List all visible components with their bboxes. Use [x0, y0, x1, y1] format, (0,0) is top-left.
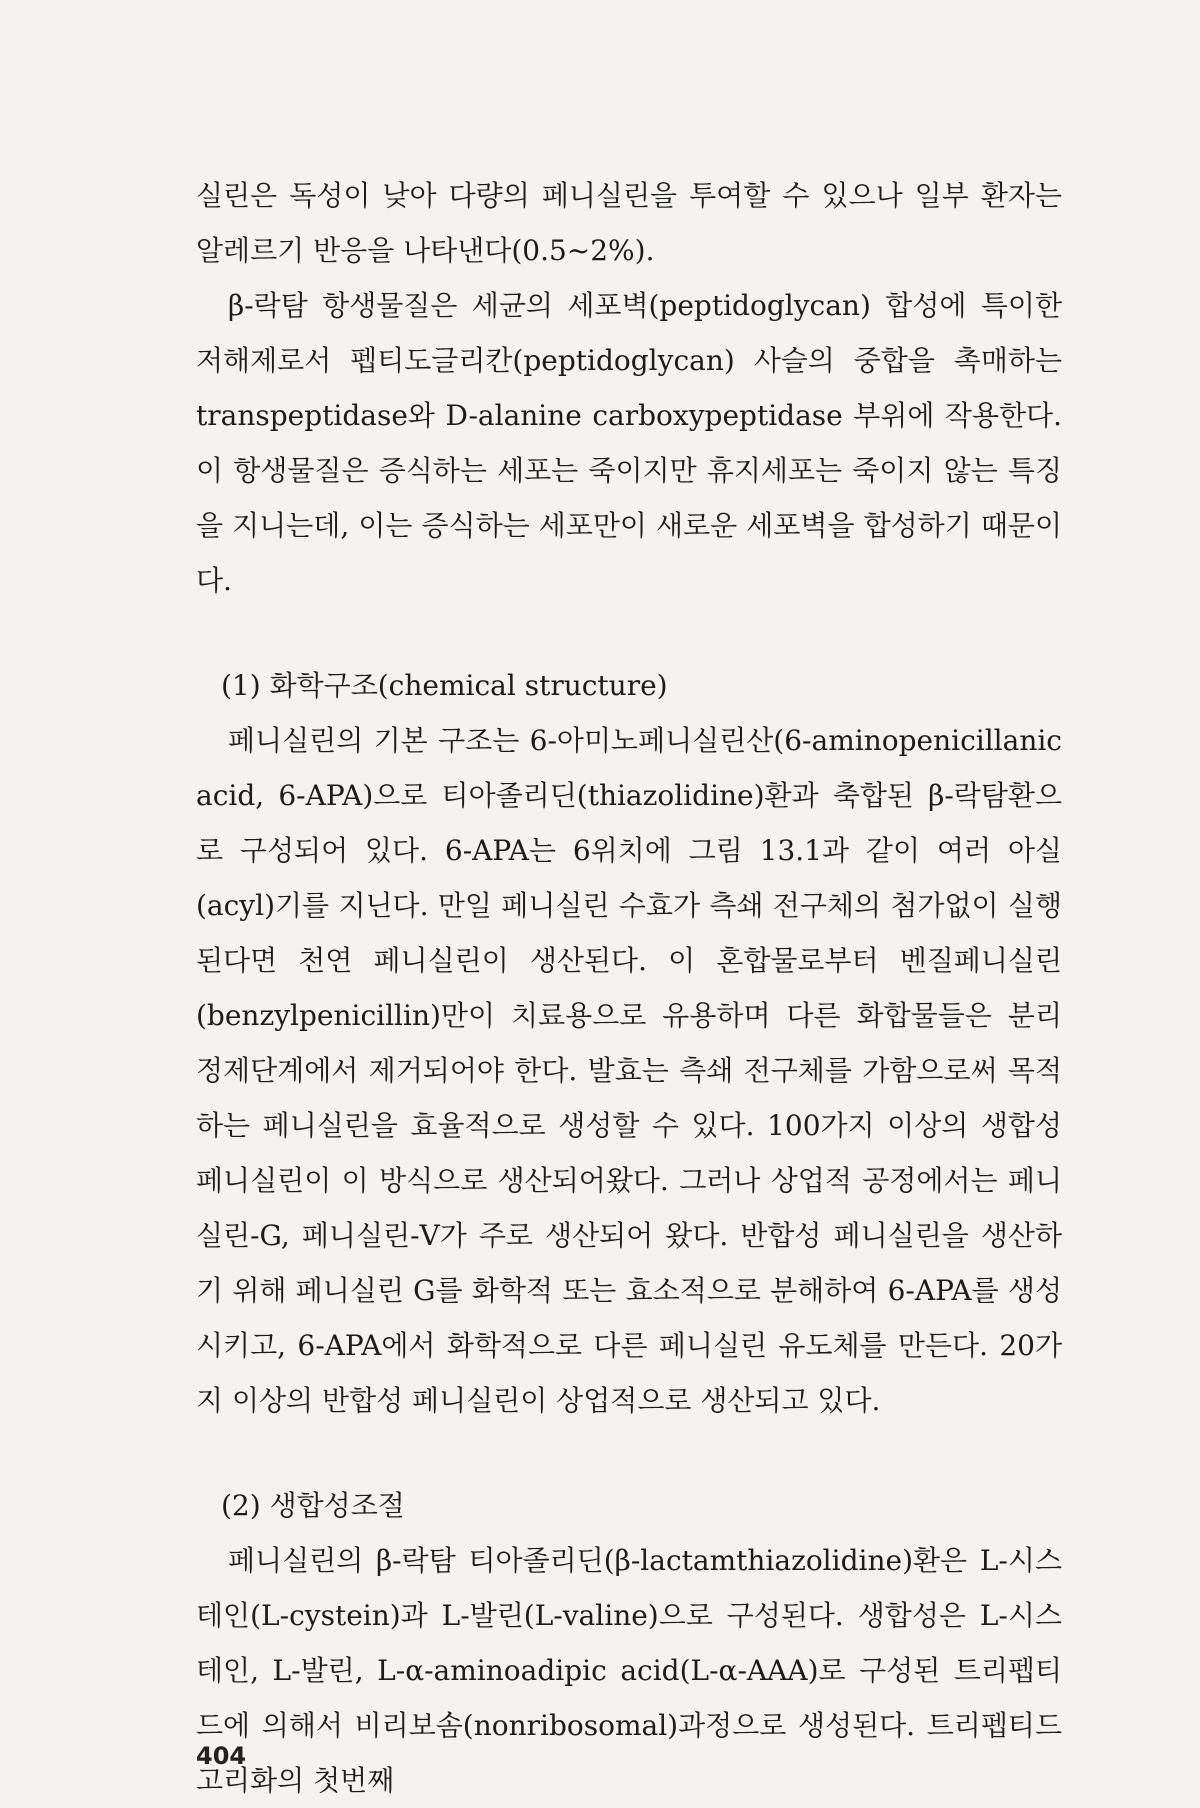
section-heading-chemical-structure: (1) 화학구조(chemical structure) [221, 669, 668, 702]
paragraph-beta-lactam-mechanism: β-락탐 항생물질은 세균의 세포벽(peptidoglycan) 합성에 특이한 저해제로서 펩티도글리칸(peptidoglycan) 사슬의 중합을 촉매하는 transpeptidase와 D-alanine carboxypeptidase 부위에 작용한다. 이 항생물질은 증식하는 세포는 죽이지만 휴지세포는 죽이지 않는 특징을 지니는데, 이는 증식하는 세포만이 새로운 세포벽을 합성하기 때문이다. [196, 289, 1062, 597]
paragraph-chemical-structure: 페니실린의 기본 구조는 6-아미노페니실린산(6-aminopenicillanic acid, 6-APA)으로 티아졸리딘(thiazolidine)환과 축합된 β-락탐환으로 구성되어 있다. 6-APA는 6위치에 그림 13.1과 같이 여러 아실(acyl)기를 지닌다. 만일 페니실린 수효가 측쇄 전구체의 첨가없이 실행된다면 천연 페니실린이 생산된다. 이 혼합물로부터 벤질페니실린(benzylpenicillin)만이 치료용으로 유용하며 다른 화합물들은 분리 정제단계에서 제거되어야 한다. 발효는 측쇄 전구체를 가함으로써 목적하는 페니실린을 효율적으로 생성할 수 있다. 100가지 이상의 생합성 페니실린이 이 방식으로 생산되어왔다. 그러나 상업적 공정에서는 페니실린-G, 페니실린-V가 주로 생산되어 왔다. 반합성 페니실린을 생산하기 위해 페니실린 G를 화학적 또는 효소적으로 분해하여 6-APA를 생성시키고, 6-APA에서 화학적으로 다른 페니실린 유도체를 만든다. 20가지 이상의 반합성 페니실린이 상업적으로 생산되고 있다. [196, 724, 1062, 1417]
paragraph-penicillin-toxicity: 실린은 독성이 낮아 다량의 페니실린을 투여할 수 있으나 일부 환자는 알레르기 반응을 나타낸다(0.5~2%). [196, 179, 1062, 267]
paragraph-biosynthesis: 페니실린의 β-락탐 티아졸리딘(β-lactamthiazolidine)환은 L-시스테인(L-cystein)과 L-발린(L-valine)으로 구성된다. 생합성은 L-시스테인, L-발린, L-α-aminoadipic acid(L-α-AAA)로 구성된 트리펩티드에 의해서 비리보솜(nonribosomal)과정으로 생성된다. 트리펩티드 고리화의 첫번째 [196, 1544, 1062, 1797]
page-number: 404 [196, 1742, 247, 1770]
section-heading-biosynthesis-regulation: (2) 생합성조절 [221, 1489, 405, 1522]
